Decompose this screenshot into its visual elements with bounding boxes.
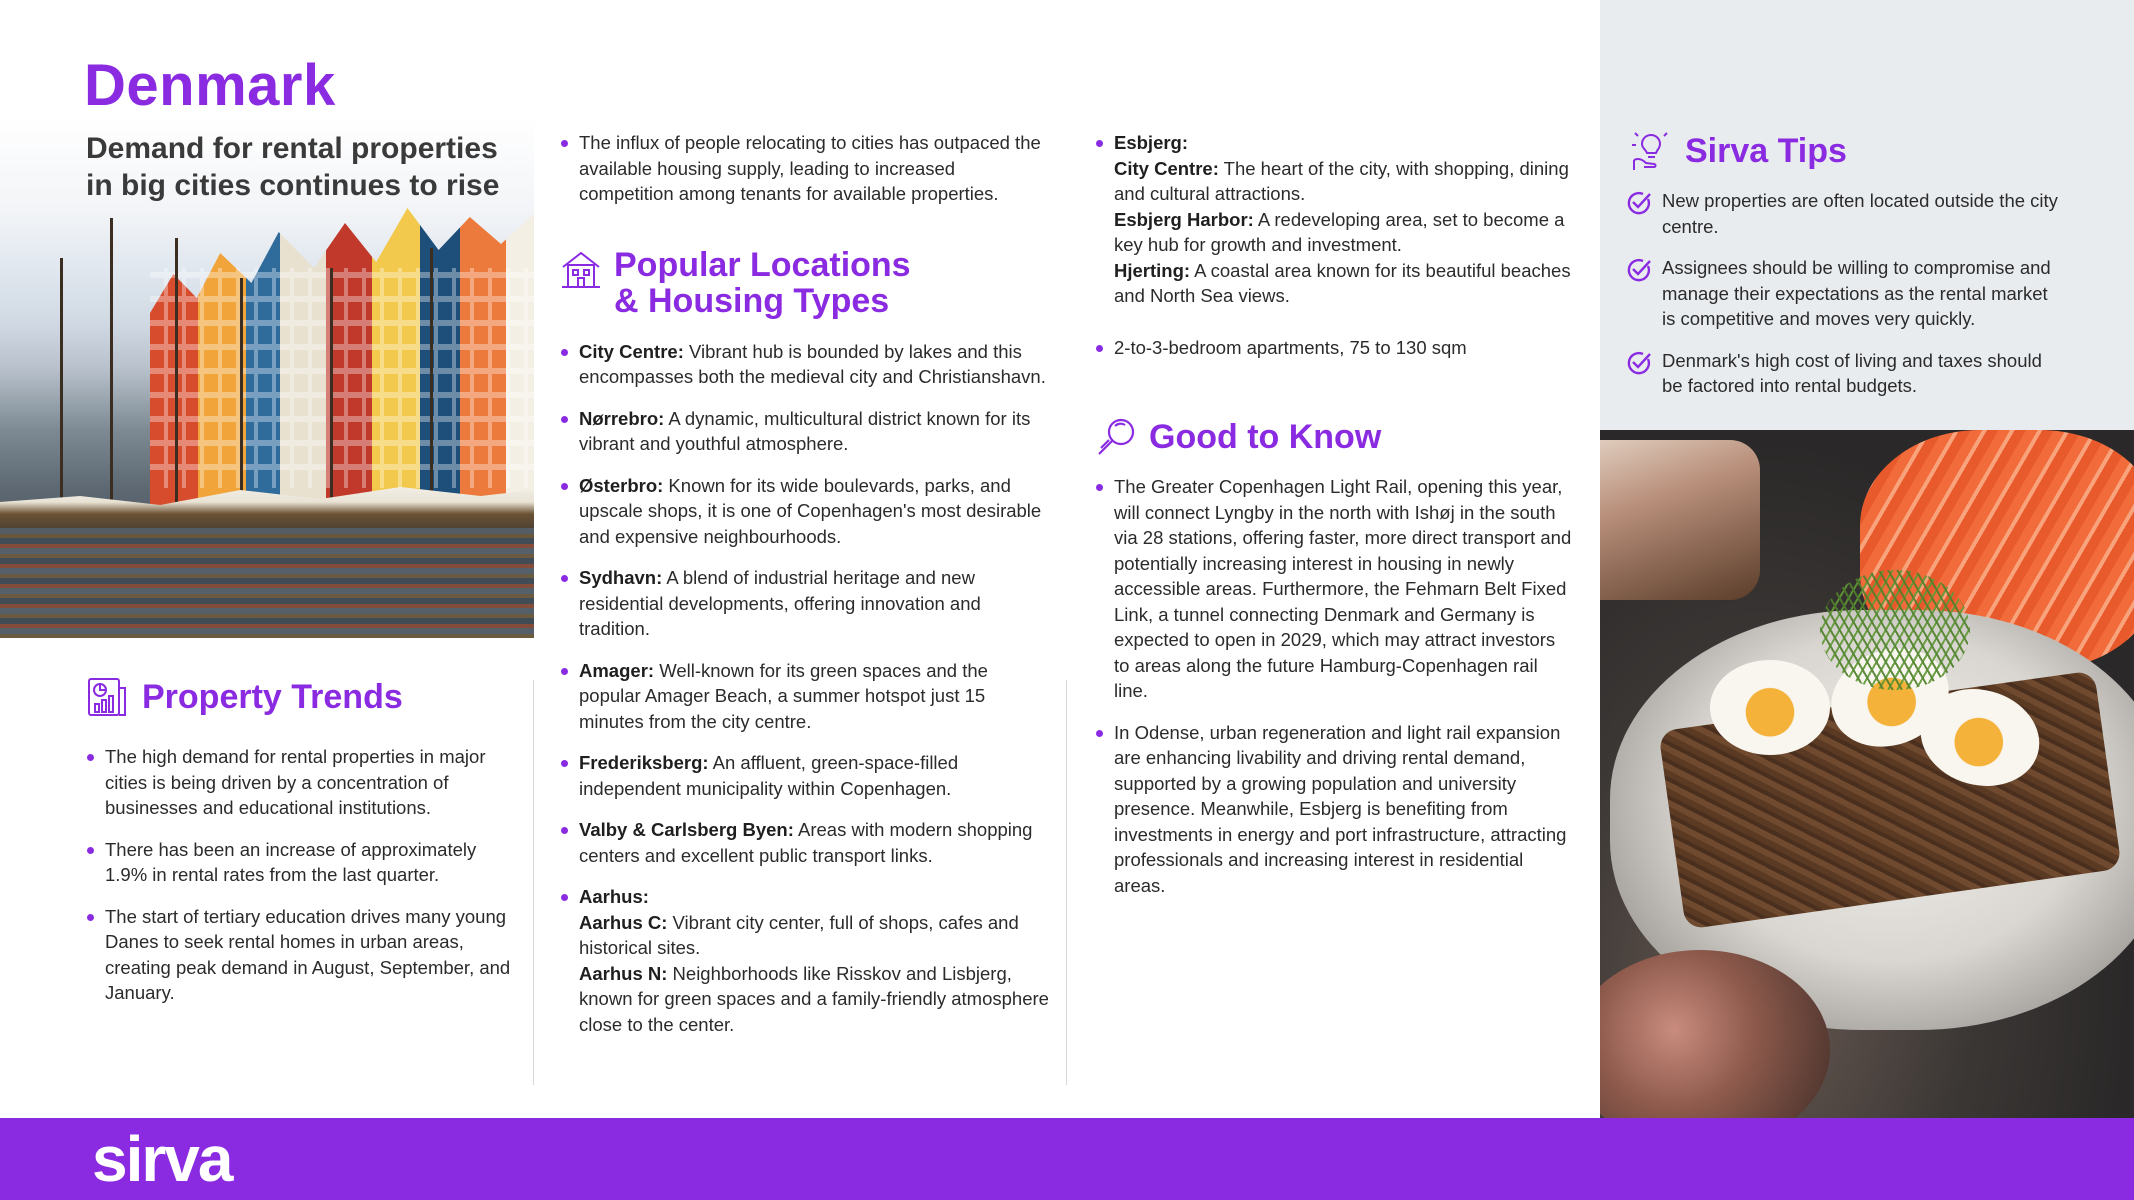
- property-trends-list: [86, 744, 516, 1006]
- check-circle-icon: [1626, 350, 1652, 376]
- location-item-valby: Valby & Carlsberg Byen: Areas with modern shopping centers and excellent public transport links.: [560, 817, 1050, 868]
- location-item-city-centre: City Centre: Vibrant hub is bounded by lakes and this encompasses both the medieval city and Christianshavn.: [560, 339, 1050, 390]
- column-divider: [1066, 680, 1067, 1085]
- column-divider: [533, 680, 534, 1085]
- list-item: There has been an increase of approximately 1.9% in rental rates from the last quarter.: [86, 837, 516, 888]
- location-item-amager: Amager: Well-known for its green spaces and the popular Amager Beach, a summer hotspot just 15 minutes from the city centre.: [560, 658, 1050, 735]
- location-item-osterbro: Østerbro: Known for its wide boulevards, parks, and upscale shops, it is one of Copenhagen's most desirable and expensive neighbourhoods.: [560, 473, 1050, 550]
- sirva-tips-heading: Sirva Tips: [1685, 132, 1847, 170]
- list-item: The influx of people relocating to cities has outpaced the available housing supply, leading to increased competition among tenants for available properties.: [560, 130, 1050, 207]
- tip-item: Denmark's high cost of living and taxes should be factored into rental budgets.: [1626, 348, 2066, 399]
- location-item-esbjerg: Esbjerg: City Centre: The heart of the city, with shopping, dining and cultural attractions. Esbjerg Harbor: A redeveloping area, set to become a key hub for growth and investment. Hjerting: A coastal area known for its beautiful beaches and North Sea views.: [1095, 130, 1575, 309]
- list-item: The start of tertiary education drives many young Danes to seek rental homes in urban areas, creating peak demand in August, September, and January.: [86, 904, 516, 1006]
- good-to-know-heading: Good to Know: [1149, 418, 1382, 456]
- property-trends-heading: Property Trends: [142, 678, 403, 716]
- smorrebrod-food-image: [1600, 430, 2134, 1118]
- property-trends-section: [86, 676, 516, 1006]
- right-column: [1095, 130, 1575, 898]
- building-icon: [560, 249, 602, 291]
- page-title: Denmark: [84, 53, 336, 118]
- magnifying-glass-icon: [1095, 416, 1137, 458]
- housing-type-item: 2-to-3-bedroom apartments, 75 to 130 sqm: [1095, 335, 1575, 361]
- chart-document-icon: [86, 676, 128, 718]
- check-circle-icon: [1626, 190, 1652, 216]
- list-item: The high demand for rental properties in major cities is being driven by a concentration of businesses and educational institutions.: [86, 744, 516, 821]
- esbjerg-list: [1095, 130, 1575, 360]
- lightbulb-hand-icon: [1628, 130, 1672, 174]
- location-item-sydhavn: Sydhavn: A blend of industrial heritage and new residential developments, offering innovation and tradition.: [560, 565, 1050, 642]
- popular-locations-heading: Popular Locations & Housing Types: [614, 245, 911, 320]
- check-circle-icon: [1626, 257, 1652, 283]
- popular-locations-list: [560, 339, 1050, 1038]
- location-item-frederiksberg: Frederiksberg: An affluent, green-space-filled independent municipality within Copenhagen.: [560, 750, 1050, 801]
- sirva-tips-list: [1626, 188, 2066, 415]
- page-subtitle: Demand for rental properties in big cities continues to rise: [86, 132, 500, 202]
- intro-list: [560, 130, 1050, 207]
- sirva-logo: sirva: [92, 1123, 232, 1195]
- good-to-know-list: [1095, 474, 1575, 898]
- tip-item: Assignees should be willing to compromise and manage their expectations as the rental market is competitive and moves very quickly.: [1626, 255, 2066, 332]
- location-item-norrebro: Nørrebro: A dynamic, multicultural district known for its vibrant and youthful atmosphere.: [560, 406, 1050, 457]
- location-item-aarhus: Aarhus: Aarhus C: Vibrant city center, full of shops, cafes and historical sites. Aarhus N: Neighborhoods like Risskov and Lisbjerg, known for green spaces and a family-friendly atmosphere close to the center.: [560, 884, 1050, 1037]
- middle-column: [560, 130, 1050, 1037]
- tip-item: New properties are often located outside the city centre.: [1626, 188, 2066, 239]
- list-item: The Greater Copenhagen Light Rail, opening this year, will connect Lyngby in the north with Ishøj in the south via 28 stations, offering faster, more direct transport and potentially increasing interest in housing in newly accessible areas. Furthermore, the Fehmarn Belt Fixed Link, a tunnel connecting Denmark and Germany is expected to open in 2029, which may attract investors to areas along the future Hamburg-Copenhagen rail line.: [1095, 474, 1575, 704]
- list-item: In Odense, urban regeneration and light rail expansion are enhancing livability and driving rental demand, supported by a growing population and university presence. Meanwhile, Esbjerg is benefiting from investments in energy and port infrastructure, attracting professionals and increasing interest in residential areas.: [1095, 720, 1575, 899]
- footer-bar: [0, 1118, 2134, 1200]
